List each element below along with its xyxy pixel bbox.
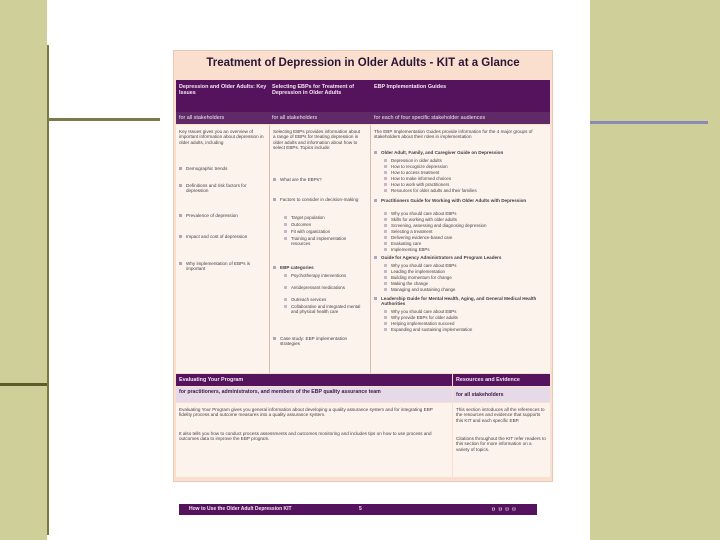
col2-audience: for all stakeholders xyxy=(272,115,318,121)
guide-item: Expanding and sustaining implementation xyxy=(384,327,541,332)
col1-item: Definitions and risk factors for depression xyxy=(179,183,266,194)
col2-category: Outreach services xyxy=(284,297,365,302)
guide-heading: Practitioners Guide for Working with Older Adults with Depression xyxy=(374,198,551,203)
guide-item: How to work with practitioners xyxy=(384,182,541,187)
guide-item: How to access treatment xyxy=(384,170,541,175)
evaluating-para-1: Evaluating Your Program gives you general information about developing a quality assurance system and for integrating EBP fidelity process and outcome measures into a quality assurance system. xyxy=(179,407,433,418)
col2-item: Factors to consider in decision-making xyxy=(273,197,366,202)
col1-audience: for all stakeholders xyxy=(179,115,225,121)
evaluating-audience: for practitioners, administrators, and members of the EBP quality assurance team xyxy=(179,389,381,395)
guide-item: Skills for working with older adults xyxy=(384,217,541,222)
guide-item: Delivering evidence-based care xyxy=(384,235,541,240)
resources-audience: for all stakeholders xyxy=(456,392,504,398)
guide-heading: Guide for Agency Administrators and Program Leaders xyxy=(374,255,551,260)
guide-item: Implementing EBPs xyxy=(384,247,541,252)
left-accent-bar xyxy=(47,118,160,121)
guide-item: How to recognize depression xyxy=(384,164,541,169)
col1-item: Why implementation of EBPs is important xyxy=(179,261,266,272)
resources-para-2: Citations throughout the KIT refer readers to this section for more information on a variety of topics. xyxy=(456,436,546,452)
guide-item: Helping implementation succeed xyxy=(384,321,541,326)
guide-item: Managing and sustaining change xyxy=(384,287,541,292)
guide-item: Screening, assessing and diagnosing depression xyxy=(384,223,551,228)
col3-intro: The EBP Implementation Guides provide information for the 4 major groups of stakeholders about their roles in implementation xyxy=(374,129,533,140)
resources-heading: Resources and Evidence xyxy=(456,377,520,383)
col2-subitem: Target population xyxy=(284,215,365,220)
right-olive-band xyxy=(590,0,720,540)
col-separator-1 xyxy=(269,125,270,373)
footer-title: How to Use the Older Adult Depression KIT xyxy=(189,506,292,512)
guide-item: Building momentum for change xyxy=(384,275,541,280)
guide-item: Why you should care about EBPs xyxy=(384,263,541,268)
col2-subitem: Training and implementation resources xyxy=(284,236,351,247)
col2-heading: Selecting EBPs for Treatment of Depression in Older Adults xyxy=(272,84,355,97)
guide-item: Depression in older adults xyxy=(384,158,541,163)
col1-intro: Key Issues gives you an overview of important information about depression in older adults, including xyxy=(179,129,264,145)
right-accent-bar xyxy=(590,121,708,124)
guide-heading: Older Adult, Family, and Caregiver Guide on Depression xyxy=(374,150,551,155)
col1-item: Demographic trends xyxy=(179,166,266,171)
col2-category: Antidepressant medications xyxy=(284,285,351,290)
page-footer xyxy=(179,504,537,515)
col2-subitem: Fit with organization xyxy=(284,229,365,234)
bottom-left-bar xyxy=(0,383,47,386)
col2-category: Collaborative and integrated mental and physical health care xyxy=(284,304,363,315)
guide-item: Leading the implementation xyxy=(384,269,541,274)
guide-item: Making the change xyxy=(384,281,541,286)
col2-category: Psychotherapy interventions xyxy=(284,273,351,278)
guide-item: Resources for older adults and their families xyxy=(384,188,551,193)
col1-item: Prevalence of depression xyxy=(179,213,266,218)
evaluating-para-2: It also tells you how to conduct process assessments and outcomes monitoring and includes tips on how to use process and outcomes data to improve the EBP program. xyxy=(179,431,432,442)
col2-intro: Selecting EBPs provides information about a range of EBPs for treating depression in older adults and information about how to select EBPs. Topics include: xyxy=(273,129,361,151)
page-number: 5 xyxy=(359,506,362,512)
col3-audience: for each of four specific stakeholder audiences xyxy=(374,115,486,121)
kit-glance-document xyxy=(173,50,553,482)
col3-heading: EBP Implementation Guides xyxy=(374,84,447,90)
col1-item: Impact and cost of depression xyxy=(179,234,266,239)
document-title: Treatment of Depression in Older Adults - KIT at a Glance xyxy=(206,57,520,69)
guide-heading: Leadership Guide for Mental Health, Aging, and General Medical Health Authorities xyxy=(374,296,541,307)
left-olive-band xyxy=(0,0,47,540)
col1-heading: Depression and Older Adults: Key Issues xyxy=(179,84,267,97)
col2-item: What are the EBPs? xyxy=(273,177,366,182)
col2-case-study: Case study: EBP implementation strategies xyxy=(273,336,362,347)
guide-item: Why you should care about EBPs xyxy=(384,211,541,216)
guide-item: Evaluating care xyxy=(384,241,541,246)
guide-item: Selecting a treatment xyxy=(384,229,541,234)
guide-item: How to make informed choices xyxy=(384,176,541,181)
evaluating-heading: Evaluating Your Program xyxy=(179,377,244,383)
resources-para-1: This section introduces all the references to the resources and evidence that supports this KIT and each specific EBP. xyxy=(456,407,545,423)
footer-marks: ㅁㅁㅁㅁ xyxy=(491,507,519,513)
col2-subitem: Outcomes xyxy=(284,222,365,227)
col2-categories-label: EBP categories xyxy=(273,265,366,270)
guide-item: Why you should care about EBPs xyxy=(384,309,541,314)
col-separator-2 xyxy=(370,125,371,373)
guide-item: Why provide EBPs for older adults xyxy=(384,315,541,320)
